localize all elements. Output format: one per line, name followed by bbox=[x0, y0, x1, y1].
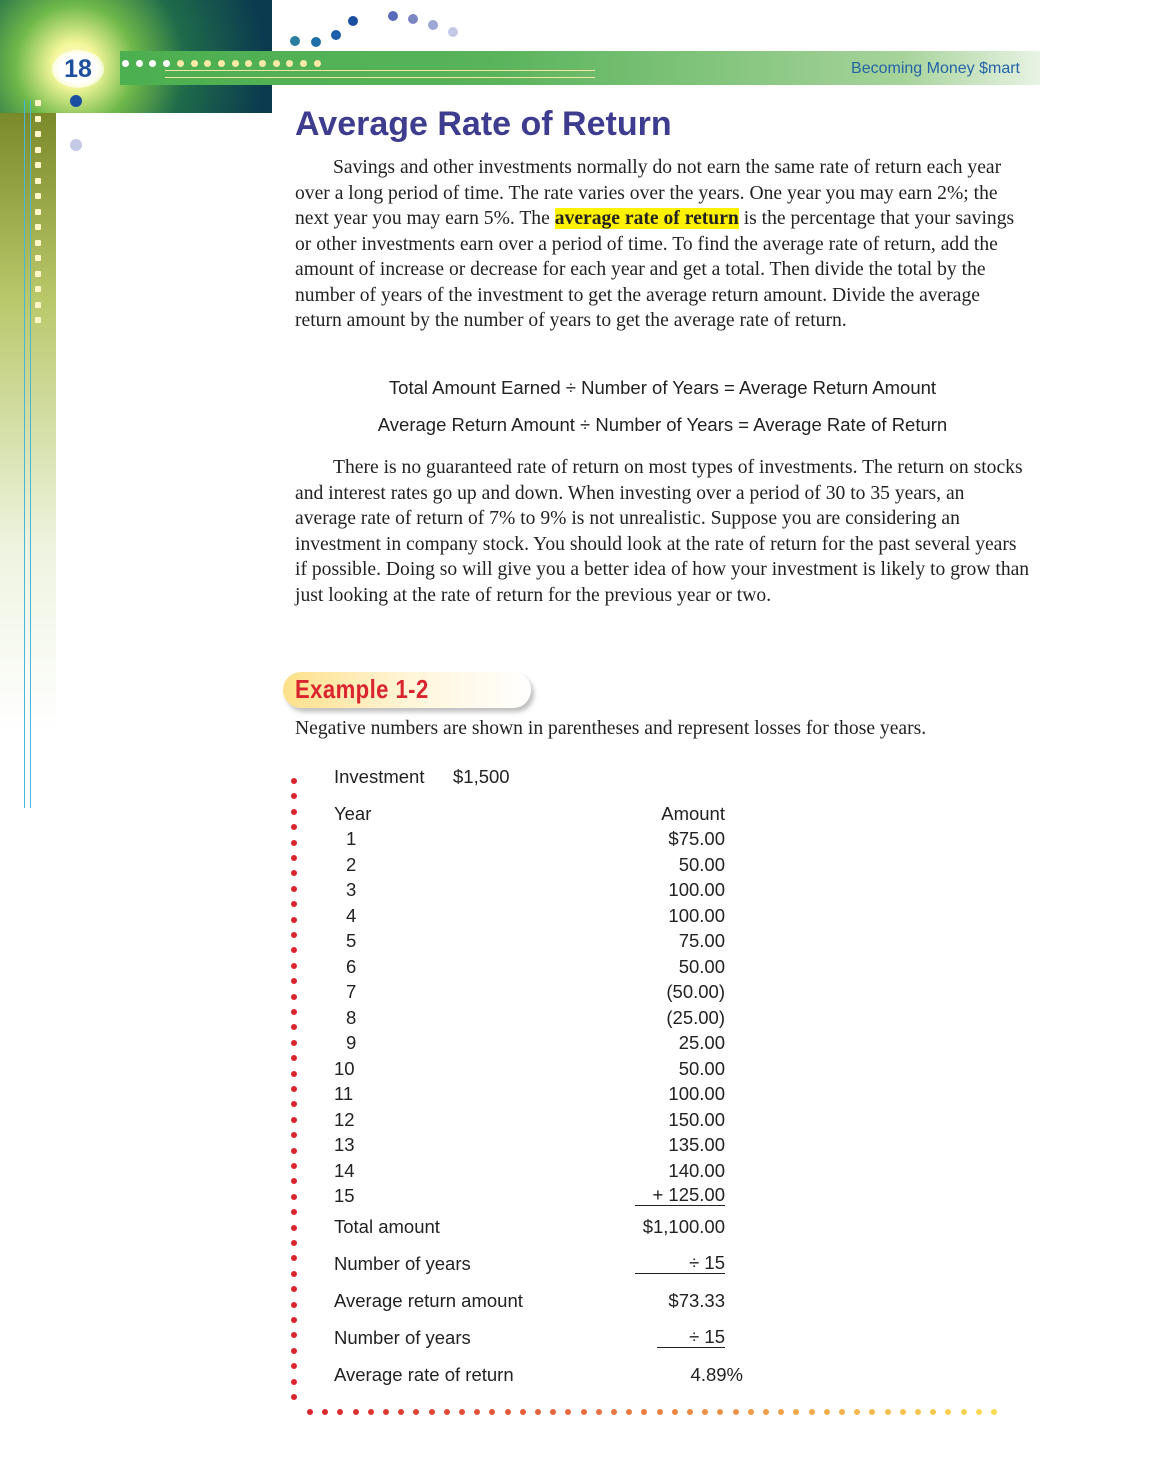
border-dot bbox=[611, 1409, 617, 1415]
decor-dot bbox=[331, 30, 341, 40]
summary-label: Average return amount bbox=[334, 1290, 523, 1311]
border-dot bbox=[291, 1379, 297, 1385]
border-dot bbox=[291, 855, 297, 861]
decor-dot bbox=[290, 36, 300, 46]
border-dot bbox=[291, 1055, 297, 1061]
border-dot bbox=[291, 1163, 297, 1169]
border-dot bbox=[291, 1132, 297, 1138]
key-term: average rate of return bbox=[554, 208, 739, 229]
border-dot bbox=[474, 1409, 480, 1415]
border-dot bbox=[733, 1409, 739, 1415]
example-note: Negative numbers are shown in parentheses and represent losses for those years. bbox=[295, 718, 927, 739]
border-dot bbox=[291, 1071, 297, 1077]
border-dot bbox=[291, 1302, 297, 1308]
margin-dot bbox=[35, 317, 41, 323]
border-dot bbox=[368, 1409, 374, 1415]
border-dot bbox=[961, 1409, 967, 1415]
border-dot bbox=[413, 1409, 419, 1415]
border-dot bbox=[291, 932, 297, 938]
border-dot bbox=[291, 978, 297, 984]
decor-dot bbox=[348, 16, 358, 26]
border-dot bbox=[702, 1409, 708, 1415]
border-dot bbox=[657, 1409, 663, 1415]
border-dot bbox=[398, 1409, 404, 1415]
investment-value: $1,500 bbox=[453, 766, 510, 787]
border-dot bbox=[885, 1409, 891, 1415]
border-dot bbox=[778, 1409, 784, 1415]
border-dot bbox=[322, 1409, 328, 1415]
border-dot bbox=[854, 1409, 860, 1415]
amount-cell: 140.00 bbox=[668, 1159, 725, 1181]
page-title: Average Rate of Return bbox=[295, 105, 672, 143]
border-dot bbox=[291, 1225, 297, 1231]
amount-cell: 50.00 bbox=[678, 853, 725, 875]
year-cell: 3 bbox=[346, 879, 357, 900]
amount-cell: 150.00 bbox=[668, 1108, 725, 1130]
header-dot bbox=[218, 60, 225, 67]
margin-dot bbox=[35, 147, 41, 153]
header-band-lines bbox=[165, 70, 595, 78]
border-dot bbox=[291, 1009, 297, 1015]
border-dot bbox=[291, 947, 297, 953]
border-dot bbox=[945, 1409, 951, 1415]
margin-decoration bbox=[0, 113, 56, 733]
amount-cell: (50.00) bbox=[666, 981, 725, 1002]
border-dot bbox=[763, 1409, 769, 1415]
margin-dot bbox=[35, 162, 41, 168]
border-dot bbox=[596, 1409, 602, 1415]
border-dot bbox=[291, 1240, 297, 1246]
decor-dot bbox=[448, 27, 458, 37]
page-number: 18 bbox=[52, 50, 104, 88]
border-dot bbox=[535, 1409, 541, 1415]
summary-label: Total amount bbox=[334, 1216, 440, 1237]
intro-paragraph bbox=[295, 155, 1030, 334]
running-head: Becoming Money $mart bbox=[851, 60, 1020, 77]
amount-cell: 25.00 bbox=[678, 1032, 725, 1053]
decor-dot bbox=[311, 37, 321, 47]
border-dot bbox=[687, 1409, 693, 1415]
border-dot bbox=[429, 1409, 435, 1415]
decor-dot bbox=[428, 20, 438, 30]
summary-value: 4.89% bbox=[690, 1364, 743, 1385]
header-dot bbox=[177, 60, 184, 67]
margin-dot bbox=[35, 271, 41, 277]
border-dot bbox=[291, 840, 297, 846]
border-dot bbox=[991, 1409, 997, 1415]
border-dot bbox=[672, 1409, 678, 1415]
border-dot bbox=[869, 1409, 875, 1415]
decor-dot bbox=[70, 139, 82, 151]
border-dot bbox=[291, 901, 297, 907]
year-cell: 8 bbox=[346, 1006, 357, 1028]
example-label: Example 1-2 bbox=[295, 674, 429, 704]
border-dot bbox=[307, 1409, 313, 1415]
margin-dot bbox=[35, 286, 41, 292]
header-dot bbox=[122, 60, 129, 67]
border-dot bbox=[291, 886, 297, 892]
formula-1: Total Amount Earned ÷ Number of Years = Average Return Amount bbox=[388, 377, 937, 398]
year-cell: 5 bbox=[346, 930, 357, 951]
amount-cell: + 125.00 bbox=[635, 1185, 725, 1206]
margin-line bbox=[30, 100, 31, 808]
border-dot bbox=[641, 1409, 647, 1415]
border-dot bbox=[291, 1348, 297, 1354]
margin-dot bbox=[35, 193, 41, 199]
margin-dot bbox=[35, 209, 41, 215]
border-dot bbox=[930, 1409, 936, 1415]
border-dot bbox=[581, 1409, 587, 1415]
amount-cell: $75.00 bbox=[668, 828, 725, 849]
text: Savings and other investments normally do not earn the same rate of return each year over a long period of time. The rate varies over the years. One year you may earn 2%; the next year you may earn 5%. The bbox=[295, 157, 1002, 229]
border-dot bbox=[717, 1409, 723, 1415]
year-cell: 7 bbox=[346, 981, 357, 1002]
border-dot bbox=[291, 1332, 297, 1338]
border-dot bbox=[291, 1117, 297, 1123]
formula-2: Average Return Amount ÷ Number of Years = Average Rate of Return bbox=[377, 414, 948, 435]
border-dot bbox=[291, 1101, 297, 1107]
border-dot bbox=[291, 994, 297, 1000]
border-dot bbox=[915, 1409, 921, 1415]
border-dot bbox=[444, 1409, 450, 1415]
margin-dot bbox=[35, 116, 41, 122]
border-dot bbox=[291, 809, 297, 815]
border-dot bbox=[291, 870, 297, 876]
decor-dot bbox=[70, 95, 82, 107]
year-cell: 12 bbox=[334, 1108, 355, 1130]
border-dot bbox=[291, 1271, 297, 1277]
margin-dot bbox=[35, 302, 41, 308]
year-cell: 2 bbox=[346, 853, 357, 875]
border-dot bbox=[520, 1409, 526, 1415]
border-dot bbox=[291, 1194, 297, 1200]
header-dot bbox=[273, 60, 280, 67]
margin-dot bbox=[35, 100, 41, 106]
border-dot bbox=[550, 1409, 556, 1415]
text: There is no guaranteed rate of return on most types of investments. The return on stocks and interest rates go up and down. When investing over a period of 30 to 35 years, an average rate of return of 7% to 9% is not unrealistic. Suppose you are considering an investment in company stock. You should look at the rate of return for the past several years if possible. Doing so will give you a better idea of how your investment is likely to grow than just looking at the rate of return for the previous year or two. bbox=[295, 457, 1030, 606]
border-dot bbox=[900, 1409, 906, 1415]
year-cell: 4 bbox=[346, 904, 357, 926]
amount-cell: 50.00 bbox=[678, 1057, 725, 1079]
margin-dot bbox=[35, 255, 41, 261]
border-dot bbox=[291, 963, 297, 969]
margin-line bbox=[24, 100, 25, 808]
border-dot bbox=[383, 1409, 389, 1415]
amount-cell: 100.00 bbox=[668, 1083, 725, 1104]
border-dot bbox=[291, 1317, 297, 1323]
year-cell: 6 bbox=[346, 955, 357, 977]
summary-value: ÷ 15 bbox=[635, 1253, 725, 1274]
border-dot bbox=[291, 917, 297, 923]
header-dot bbox=[191, 60, 198, 67]
year-cell: 11 bbox=[334, 1083, 354, 1104]
column-header-year: Year bbox=[334, 803, 372, 824]
border-dot bbox=[626, 1409, 632, 1415]
border-dot bbox=[793, 1409, 799, 1415]
amount-cell: 100.00 bbox=[668, 904, 725, 926]
header-dot bbox=[259, 60, 266, 67]
border-dot bbox=[291, 1086, 297, 1092]
amount-cell: 50.00 bbox=[678, 955, 725, 977]
amount-cell: (25.00) bbox=[666, 1006, 725, 1028]
amount-cell: 100.00 bbox=[668, 879, 725, 900]
border-dot bbox=[337, 1409, 343, 1415]
summary-value: $1,100.00 bbox=[642, 1216, 725, 1237]
border-dot bbox=[291, 1040, 297, 1046]
border-dot bbox=[291, 778, 297, 784]
summary-label: Average rate of return bbox=[334, 1364, 514, 1385]
column-header-amount: Amount bbox=[661, 803, 725, 824]
text: is the percentage that your savings or other investments earn over a period of time. To find the average rate of return, add the amount of increase or decrease for each year and get a total. Then divide the total by the number of years of the investment to get the average return amount. Divide the average return amount by the number of years to get the average rate of return. bbox=[295, 208, 1015, 331]
border-dot bbox=[459, 1409, 465, 1415]
border-dot bbox=[291, 1394, 297, 1400]
border-dot bbox=[565, 1409, 571, 1415]
investment-label: Investment bbox=[334, 766, 425, 787]
header-dot bbox=[314, 60, 321, 67]
border-dot bbox=[809, 1409, 815, 1415]
year-cell: 10 bbox=[334, 1057, 355, 1079]
year-cell: 1 bbox=[346, 828, 357, 849]
border-dot bbox=[976, 1409, 982, 1415]
border-dot bbox=[291, 1286, 297, 1292]
decor-dot bbox=[388, 11, 398, 21]
border-dot bbox=[489, 1409, 495, 1415]
border-dot bbox=[353, 1409, 359, 1415]
header-dot bbox=[232, 60, 239, 67]
summary-value: ÷ 15 bbox=[657, 1327, 725, 1348]
year-cell: 15 bbox=[334, 1185, 355, 1206]
border-dot bbox=[839, 1409, 845, 1415]
border-dot bbox=[291, 1178, 297, 1184]
header-dot bbox=[136, 60, 143, 67]
year-cell: 14 bbox=[334, 1159, 355, 1181]
amount-cell: 135.00 bbox=[668, 1134, 725, 1155]
body-paragraph bbox=[295, 455, 1030, 608]
margin-dot bbox=[35, 131, 41, 137]
border-dot bbox=[291, 793, 297, 799]
margin-dot bbox=[35, 240, 41, 246]
year-cell: 13 bbox=[334, 1134, 355, 1155]
border-dot bbox=[291, 824, 297, 830]
decor-dot bbox=[408, 14, 418, 24]
border-dot bbox=[291, 1255, 297, 1261]
border-dot bbox=[505, 1409, 511, 1415]
amount-cell: 75.00 bbox=[678, 930, 725, 951]
margin-dot bbox=[35, 178, 41, 184]
summary-label: Number of years bbox=[334, 1327, 471, 1348]
border-dot bbox=[291, 1148, 297, 1154]
border-dot bbox=[748, 1409, 754, 1415]
summary-value: $73.33 bbox=[668, 1290, 725, 1311]
border-dot bbox=[824, 1409, 830, 1415]
border-dot bbox=[291, 1024, 297, 1030]
year-cell: 9 bbox=[346, 1032, 357, 1053]
summary-label: Number of years bbox=[334, 1253, 471, 1274]
margin-dot bbox=[35, 224, 41, 230]
border-dot bbox=[291, 1363, 297, 1369]
border-dot bbox=[291, 1209, 297, 1215]
